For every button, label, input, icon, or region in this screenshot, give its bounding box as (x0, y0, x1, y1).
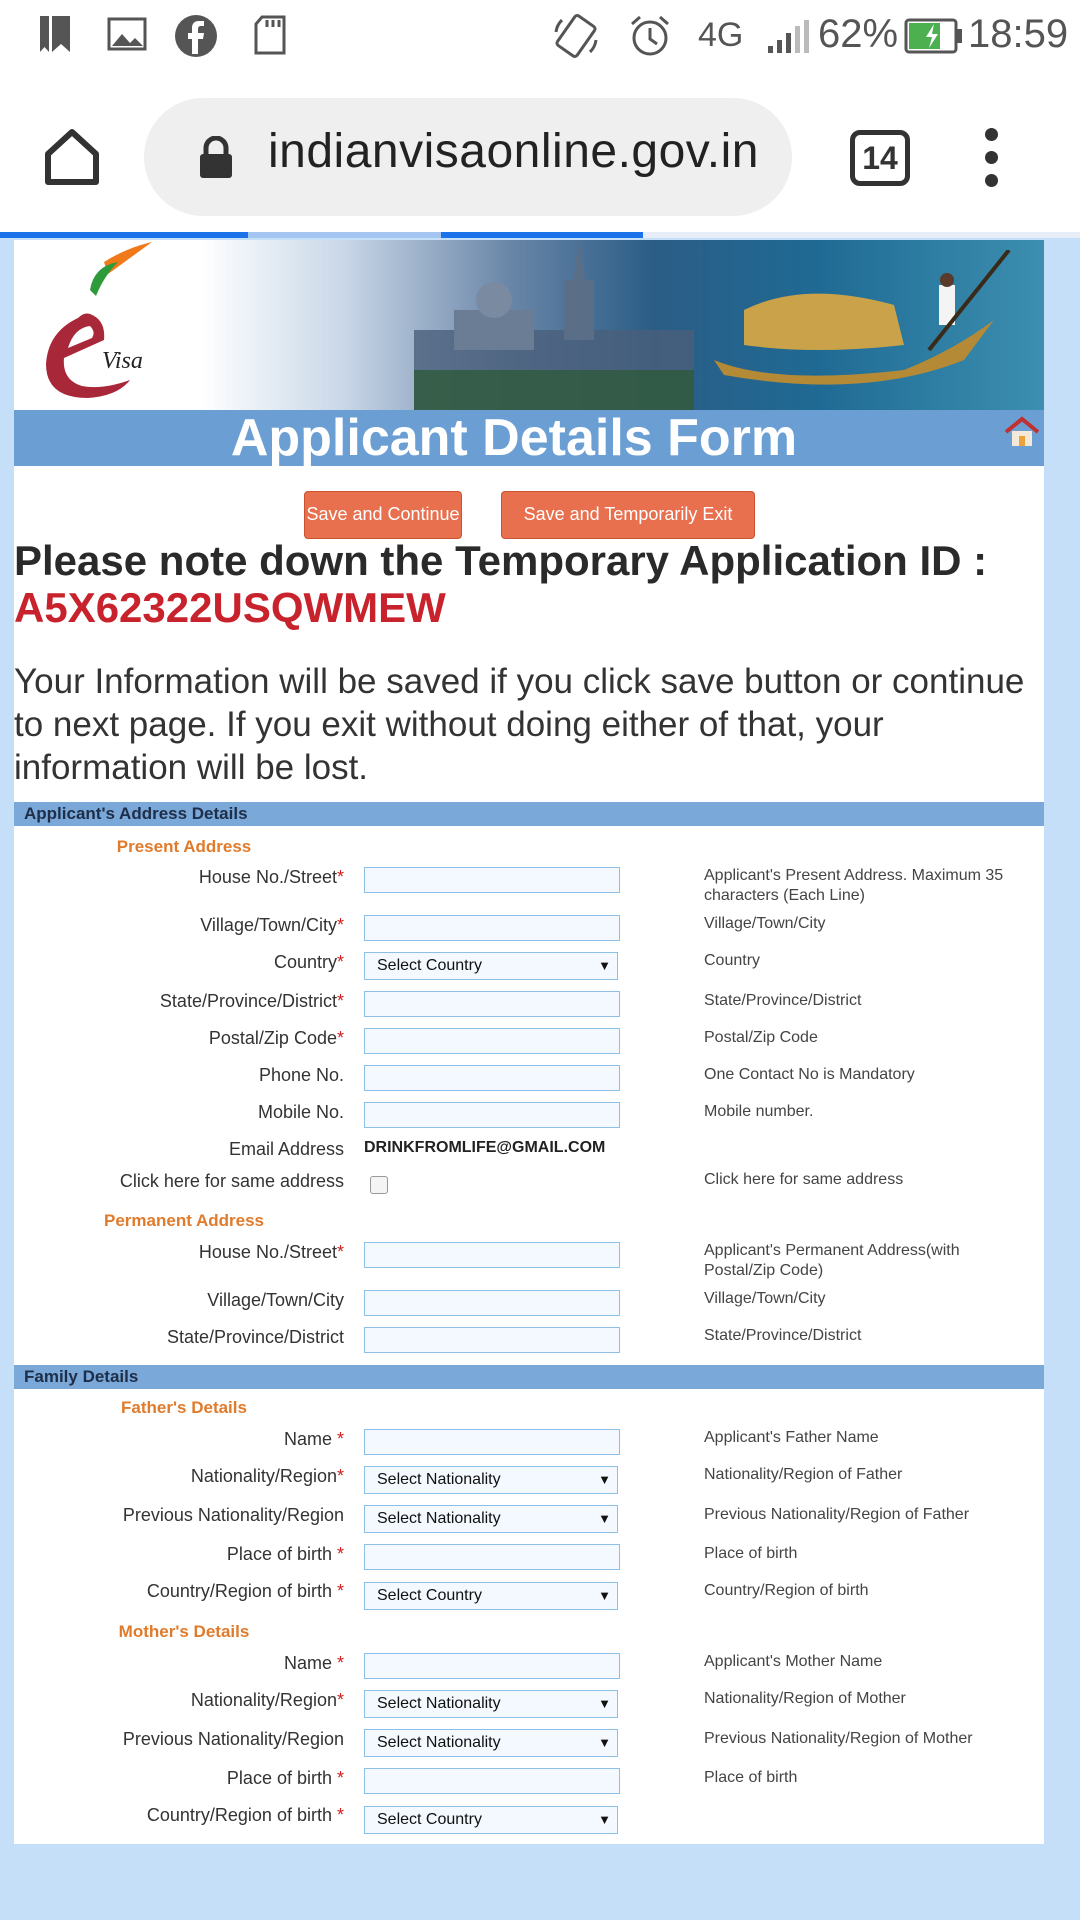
father-details-heading: Father's Details (121, 1398, 247, 1417)
present-country-label: Country* (273, 952, 344, 972)
father-nationality-label: Nationality/Region* (190, 1466, 344, 1486)
facebook-icon (174, 14, 218, 58)
email-label: Email Address (228, 1139, 344, 1159)
present-phone-label: Phone No. (258, 1065, 344, 1085)
battery-icon (904, 18, 964, 54)
present-zip-label: Postal/Zip Code* (208, 1028, 344, 1048)
father-birth-country-label: Country/Region of birth * (146, 1581, 344, 1601)
address-bar[interactable] (144, 98, 792, 216)
save-continue-button[interactable]: Save and Continue (304, 491, 462, 539)
present-mobile-input[interactable] (364, 1102, 620, 1128)
clock: 18:59 (968, 12, 1069, 56)
mother-nationality-select[interactable]: Select Nationality ▼ (364, 1690, 618, 1718)
lock-icon (198, 136, 234, 180)
permanent-house-label: House No./Street* (198, 1242, 344, 1262)
mother-prev-nationality-select[interactable]: Select Nationality ▼ (364, 1729, 618, 1757)
page-content (14, 240, 1044, 1844)
house-icon[interactable] (1004, 416, 1040, 448)
father-name-label: Name * (283, 1429, 344, 1449)
form-title-bar (14, 410, 1044, 466)
boat-illustration (714, 250, 1044, 410)
present-mobile-label: Mobile No. (257, 1102, 344, 1122)
present-address-heading: Present Address (116, 837, 252, 856)
mother-prev-nationality-label: Previous Nationality/Region (122, 1729, 344, 1749)
address-section-header: Applicant's Address Details (14, 802, 1044, 826)
status-bar (0, 0, 1080, 72)
father-prev-nationality-label: Previous Nationality/Region (122, 1505, 344, 1525)
mother-nationality-label: Nationality/Region* (190, 1690, 344, 1710)
mother-nationality-hint: Nationality/Region of Mother (704, 1690, 906, 1707)
family-section-header: Family Details (14, 1365, 1044, 1389)
browser-toolbar (0, 72, 1080, 234)
present-phone-hint: One Contact No is Mandatory (704, 1066, 915, 1083)
mother-name-hint: Applicant's Mother Name (704, 1653, 883, 1670)
logo-text: Visa (102, 348, 143, 374)
father-prev-nationality-hint: Previous Nationality/Region of Father (704, 1506, 970, 1523)
present-state-input[interactable] (364, 991, 620, 1017)
permanent-state-hint: State/Province/District (704, 1327, 862, 1344)
permanent-house-input[interactable] (364, 1242, 620, 1268)
bookmark-icon (38, 14, 72, 54)
present-city-label: Village/Town/City* (200, 915, 344, 935)
father-birthplace-hint: Place of birth (704, 1545, 798, 1562)
father-prev-nationality-select[interactable]: Select Nationality ▼ (364, 1505, 618, 1533)
page-title: Applicant Details Form (230, 409, 798, 467)
network-type: 4G (698, 16, 744, 54)
permanent-state-input[interactable] (364, 1327, 620, 1353)
permanent-house-hint: Applicant's Permanent Address(with Postal/Zip Code) (704, 1242, 960, 1279)
father-name-input[interactable] (364, 1429, 620, 1455)
signal-icon (766, 20, 810, 54)
present-city-hint: Village/Town/City (704, 915, 826, 932)
present-state-hint: State/Province/District (704, 992, 862, 1009)
email-value: DRINKFROMLIFE@GMAIL.COM (364, 1139, 606, 1156)
url-text[interactable]: indianvisaonline.gov.in (268, 125, 759, 178)
mother-details-heading: Mother's Details (118, 1622, 250, 1641)
image-icon (106, 14, 148, 54)
present-house-hint: Applicant's Present Address. Maximum 35 characters (Each Line) (704, 867, 1004, 904)
mother-name-label: Name * (283, 1653, 344, 1673)
present-mobile-hint: Mobile number. (704, 1103, 814, 1120)
mother-birth-country-label: Country/Region of birth * (146, 1805, 344, 1825)
permanent-city-label: Village/Town/City (207, 1290, 344, 1310)
temp-application-id: A5X62322USQWMEW (14, 584, 446, 631)
father-nationality-hint: Nationality/Region of Father (704, 1466, 903, 1483)
same-address-label: Click here for same address (119, 1171, 344, 1191)
present-country-select[interactable]: Select Country ▼ (364, 952, 618, 980)
father-birthplace-input[interactable] (364, 1544, 620, 1570)
permanent-state-label: State/Province/District (166, 1327, 344, 1347)
present-phone-input[interactable] (364, 1065, 620, 1091)
battery-percent: 62% (818, 12, 899, 56)
menu-icon[interactable] (985, 128, 999, 188)
mother-birthplace-label: Place of birth * (226, 1768, 344, 1788)
save-exit-button[interactable]: Save and Temporarily Exit (501, 491, 755, 539)
present-zip-input[interactable] (364, 1028, 620, 1054)
sd-card-icon (252, 14, 288, 56)
save-info-text: Your Information will be saved if you click save button or continue to next page. If you exit without doing either of that, your information will be lost. (14, 662, 1025, 787)
present-country-hint: Country (704, 952, 761, 969)
header-banner (14, 240, 1044, 410)
mother-name-input[interactable] (364, 1653, 620, 1679)
present-zip-hint: Postal/Zip Code (704, 1029, 818, 1046)
home-icon[interactable] (40, 124, 104, 188)
present-house-input[interactable] (364, 867, 620, 893)
rotate-icon (552, 14, 600, 58)
same-address-hint: Click here for same address (704, 1171, 904, 1188)
page-load-progress (0, 232, 1080, 238)
alarm-icon (628, 14, 672, 58)
father-birthplace-label: Place of birth * (226, 1544, 344, 1564)
permanent-city-hint: Village/Town/City (704, 1290, 826, 1307)
father-birth-country-hint: Country/Region of birth (704, 1582, 869, 1599)
temp-id-note: Please note down the Temporary Application ID : (14, 537, 988, 584)
father-name-hint: Applicant's Father Name (704, 1429, 879, 1446)
present-state-label: State/Province/District* (159, 991, 344, 1011)
present-city-input[interactable] (364, 915, 620, 941)
mother-birth-country-select[interactable]: Select Country ▼ (364, 1806, 618, 1834)
present-house-label: House No./Street* (198, 867, 344, 887)
evisa-logo (34, 240, 154, 408)
permanent-address-heading: Permanent Address (104, 1211, 264, 1230)
mother-birthplace-hint: Place of birth (704, 1769, 798, 1786)
permanent-city-input[interactable] (364, 1290, 620, 1316)
parliament-illustration (414, 240, 694, 410)
mother-prev-nationality-hint: Previous Nationality/Region of Mother (704, 1730, 973, 1747)
mother-birthplace-input[interactable] (364, 1768, 620, 1794)
father-nationality-select[interactable]: Select Nationality ▼ (364, 1466, 618, 1494)
father-birth-country-select[interactable]: Select Country ▼ (364, 1582, 618, 1610)
same-address-checkbox[interactable] (370, 1176, 388, 1194)
tabs-icon[interactable]: 14 (850, 130, 910, 186)
